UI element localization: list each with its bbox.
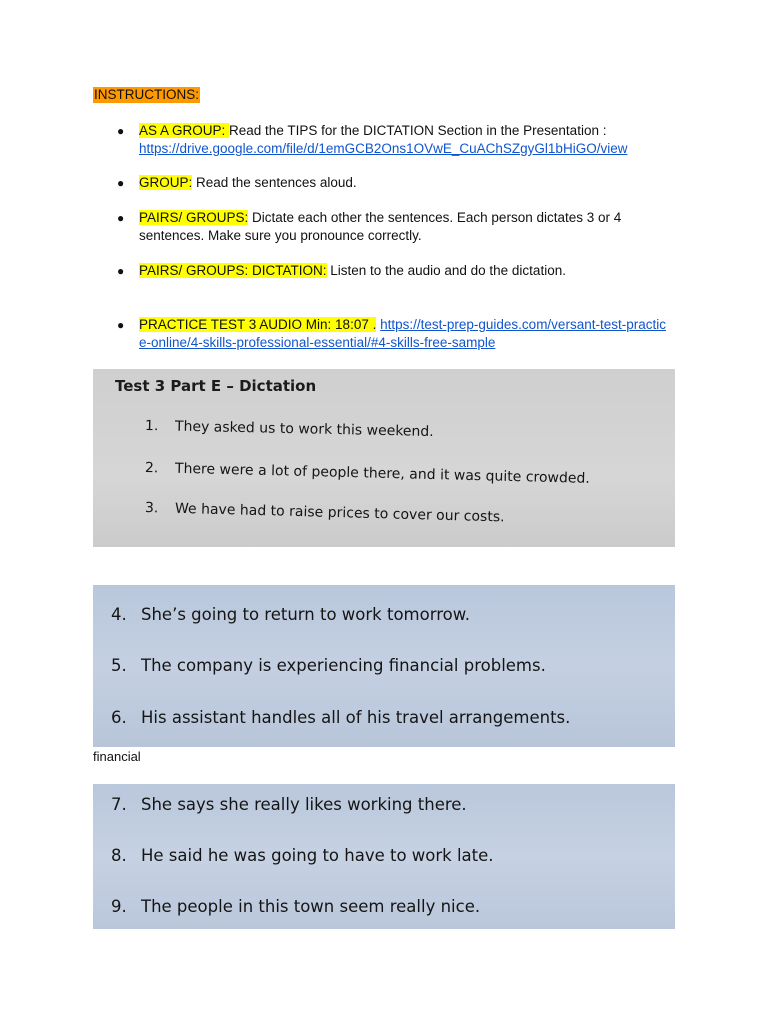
bullet-icon: ● [117,264,125,278]
sentence-6: 6. His assistant handles all of his travel arrangements. [111,708,571,727]
item-label: GROUP: [139,175,193,190]
sentence-7: 7. She says she really likes working there. [111,795,467,814]
dictation-photo-3 [93,784,675,929]
dictation-photo-1 [93,369,675,547]
instructions-title: INSTRUCTIONS: [94,87,200,102]
practice-test-link[interactable]: https://test-prep-guides.com/versant-test-practice-online/4-skills-professional-essential/#4-skills-free-sample [139,317,666,350]
sentence-1: 1. They asked us to work this weekend. [144,418,434,441]
sentence-4: 4. She’s going to return to work tomorrow. [111,605,470,624]
item-label: PAIRS/ GROUPS: DICTATION: [139,263,327,278]
item-text: Read the TIPS for the DICTATION Section in the Presentation : [229,123,607,138]
sentence-5: 5. The company is experiencing financial problems. [111,656,546,675]
bullet-icon: ● [117,176,125,190]
item-text: Read the sentences aloud. [192,175,357,190]
dictation-photo-2 [93,585,675,747]
item-label: AS A GROUP: [139,123,230,138]
item-text: Dictate each other the sentences. Each person dictates 3 or 4 sentences. Make sure you pronounce correctly. [139,210,622,243]
sentence-2: 2. There were a lot of people there, and it was quite crowded. [144,460,591,487]
sentence-9: 9. The people in this town seem really nice. [111,897,481,916]
bullet-icon: ● [117,124,125,138]
caption-text: financial [93,749,141,764]
bullet-icon: ● [117,318,125,332]
sentence-8: 8. He said he was going to have to work late. [111,846,494,865]
item-label: PAIRS/ GROUPS: [139,210,249,225]
presentation-link[interactable]: https://drive.google.com/file/d/1emGCB2Ons1OVwE_CuAChSZgyGl1bHiGO/view [139,141,628,156]
photo-heading: Test 3 Part E – Dictation [115,377,317,395]
bullet-icon: ● [117,211,125,225]
item-label: PRACTICE TEST 3 AUDIO Min: 18:07 . [139,317,377,332]
sentence-3: 3. We have had to raise prices to cover our costs. [144,500,505,526]
item-text: Listen to the audio and do the dictation. [326,263,566,278]
